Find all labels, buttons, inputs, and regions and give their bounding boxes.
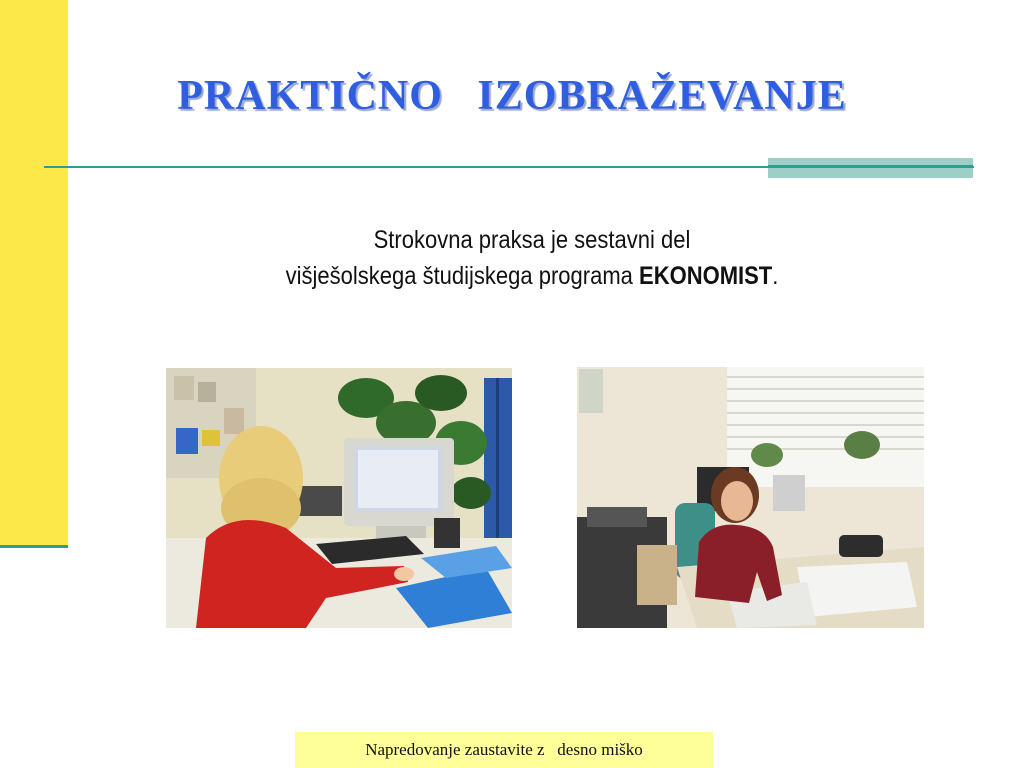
footer-hint: Napredovanje zaustavite z desno miško [295,732,713,768]
title-divider-block [768,158,973,178]
photo-woman-at-office-desk [577,367,924,628]
subtitle-line-1: Strokovna praksa je sestavni del [373,226,691,254]
subtitle-line-2 [64,258,1000,294]
slide-title: PRAKTIČNO IZOBRAŽEVANJE [177,73,847,119]
subtitle-line-2-period: . [772,262,779,290]
subtitle-line-2-text: višješolskega študijskega programa [285,262,640,290]
slide-subtitle [64,222,1000,294]
program-name: EKONOMIST [639,262,773,290]
title-divider-block-line [768,165,973,168]
photo-woman-at-computer [166,368,512,628]
left-accent-bar-edge [0,545,68,548]
